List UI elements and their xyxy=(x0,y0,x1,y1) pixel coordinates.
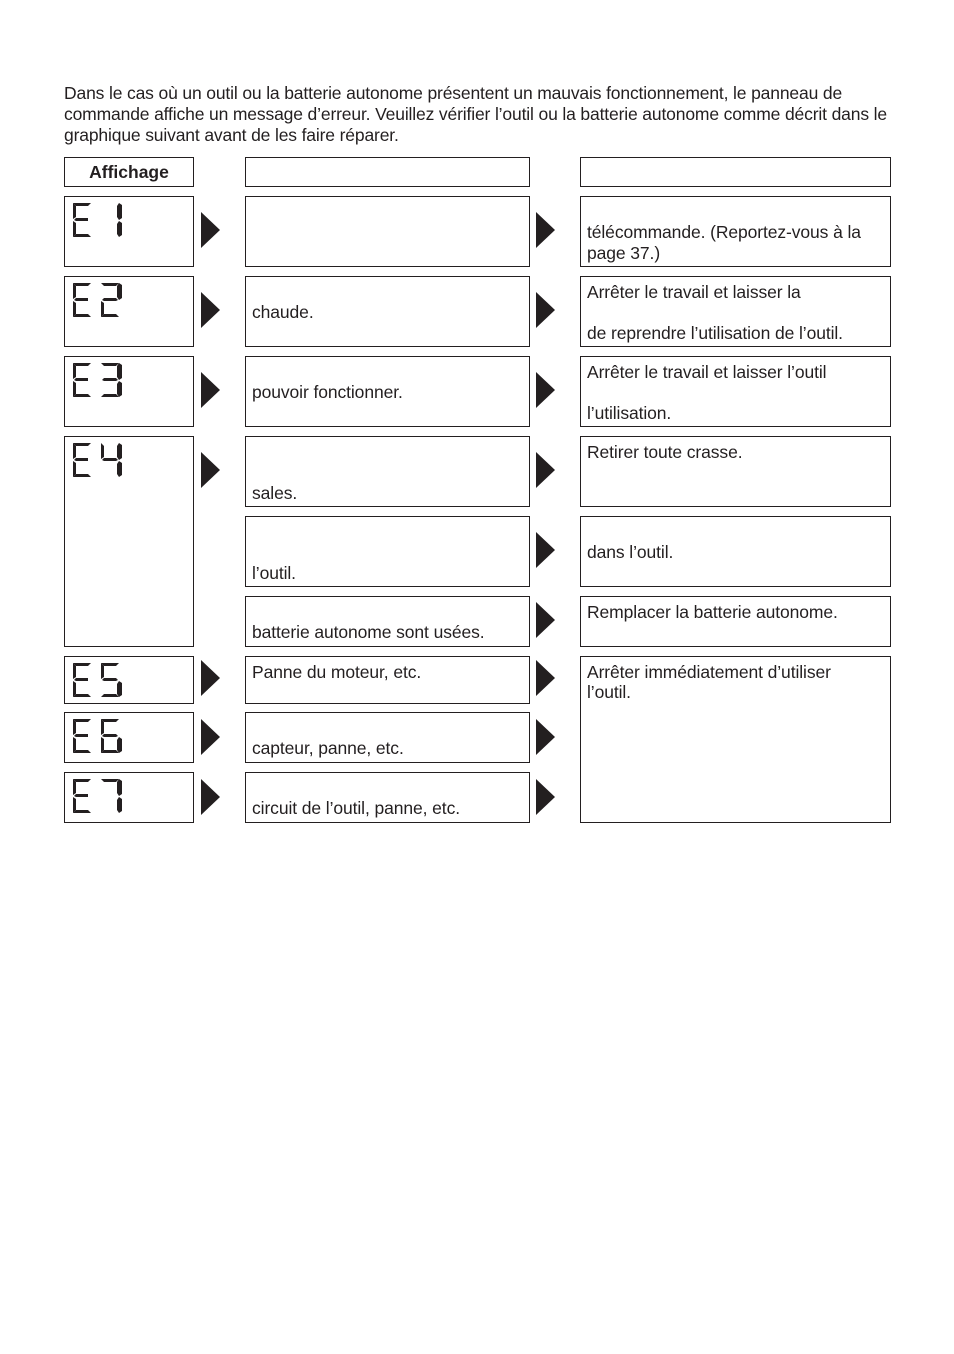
remedy-e4b xyxy=(580,516,891,587)
remedy-text: de reprendre l’utilisation de l’outil. xyxy=(587,323,843,343)
cause-text: l’outil. xyxy=(252,563,296,583)
arrow-icon xyxy=(536,292,555,328)
error-code-e2-icon xyxy=(71,281,127,319)
cause-e4c xyxy=(245,596,530,647)
cause-text: sales. xyxy=(252,483,298,503)
display-e1 xyxy=(64,196,194,267)
arrow-icon xyxy=(536,212,555,248)
arrow-icon xyxy=(201,292,220,328)
arrow-icon xyxy=(536,532,555,568)
error-code-e6-icon xyxy=(71,717,127,755)
cause-text: batterie autonome sont usées. xyxy=(252,622,485,642)
cause-text: chaude. xyxy=(252,302,314,322)
arrow-icon xyxy=(536,452,555,488)
display-e5 xyxy=(64,656,194,704)
cause-text: circuit de l’outil, panne, etc. xyxy=(252,798,460,818)
remedy-e2 xyxy=(580,276,891,347)
arrow-icon xyxy=(536,719,555,755)
remedy-text: Retirer toute crasse. xyxy=(587,442,743,462)
display-e6 xyxy=(64,712,194,763)
cause-e5 xyxy=(245,656,530,704)
remedy-e4c xyxy=(580,596,891,647)
arrow-icon xyxy=(536,372,555,408)
error-code-e1-icon xyxy=(71,201,127,239)
arrow-icon xyxy=(201,779,220,815)
arrow-icon xyxy=(201,660,220,696)
remedy-e3 xyxy=(580,356,891,427)
remedy-text: Arrêter immédiatement d’utiliser l’outil. xyxy=(587,662,831,702)
header-remedy xyxy=(580,157,891,187)
remedy-text: dans l’outil. xyxy=(587,542,674,562)
error-code-e5-icon xyxy=(71,661,127,699)
cause-e2 xyxy=(245,276,530,347)
display-e7 xyxy=(64,772,194,823)
header-display: Affichage xyxy=(64,157,194,187)
cause-e1 xyxy=(245,196,530,267)
cause-text: capteur, panne, etc. xyxy=(252,738,404,758)
remedy-text: l’utilisation. xyxy=(587,403,672,423)
arrow-icon xyxy=(536,779,555,815)
error-code-e4-icon xyxy=(71,441,127,479)
cause-e7 xyxy=(245,772,530,823)
arrow-icon xyxy=(201,372,220,408)
intro-paragraph: Dans le cas où un outil ou la batterie autonome présentent un mauvais fonctionnement, le panneau de commande affiche un message d’erreur. Veuillez vérifier l’outil ou la batterie autonome comme décrit dans le graphique suivant avant de les faire réparer. xyxy=(64,83,887,145)
arrow-icon xyxy=(201,212,220,248)
arrow-icon xyxy=(201,719,220,755)
arrow-icon xyxy=(536,602,555,638)
cause-e6 xyxy=(245,712,530,763)
cause-text: pouvoir fonctionner. xyxy=(252,382,403,402)
header-cause xyxy=(245,157,530,187)
error-code-e3-icon xyxy=(71,361,127,399)
cause-e4a xyxy=(245,436,530,507)
display-e4 xyxy=(64,436,194,647)
remedy-text: Remplacer la batterie autonome. xyxy=(587,602,838,622)
cause-text: Panne du moteur, etc. xyxy=(252,662,422,682)
remedy-e4a xyxy=(580,436,891,507)
display-e3 xyxy=(64,356,194,427)
cause-e3 xyxy=(245,356,530,427)
remedy-e567 xyxy=(580,656,891,823)
error-code-e7-icon xyxy=(71,777,127,815)
arrow-icon xyxy=(201,452,220,488)
remedy-text: Arrêter le travail et laisser la xyxy=(587,282,801,302)
remedy-text: Arrêter le travail et laisser l’outil xyxy=(587,362,827,382)
cause-e4b xyxy=(245,516,530,587)
remedy-e1 xyxy=(580,196,891,267)
display-e2 xyxy=(64,276,194,347)
arrow-icon xyxy=(536,660,555,696)
remedy-text: télécommande. (Reportez-vous à la page 37.) xyxy=(587,222,861,263)
